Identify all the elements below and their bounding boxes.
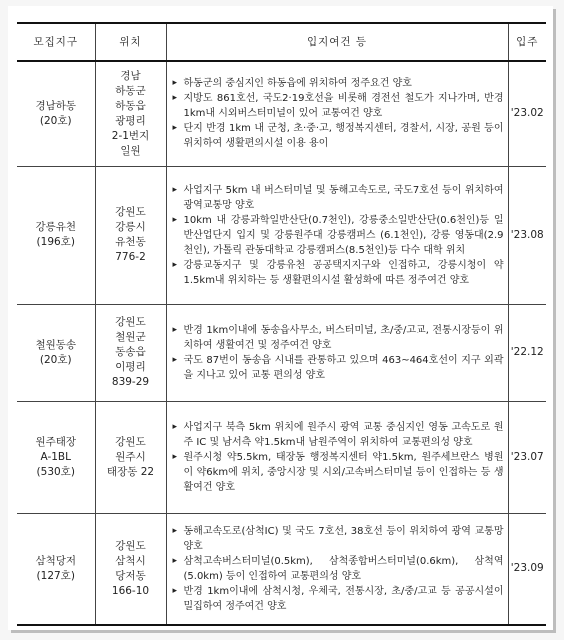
conditions-cell	[166, 304, 508, 401]
table-row	[17, 513, 546, 625]
condition-item: ▸ 삼척고속버스터미널(0.5km), 삼척종합버스터미널(0.6km), 삼척역(5.0km) 등이 인접하여 교통편의성 양호	[173, 554, 504, 584]
move-in-cell: '23.07	[508, 401, 546, 513]
condition-item: ▸ 단지 반경 1km 내 군청, 초·중·고, 행정복지센터, 경찰서, 시장, 공원 등이 위치하여 생활편의시설 이용 용이	[173, 121, 504, 151]
table-row	[17, 166, 546, 304]
document-page	[8, 6, 553, 630]
table-row	[17, 401, 546, 513]
header-conditions: 입지여건 등	[166, 23, 508, 61]
condition-item: ▸ 사업지구 5km 내 버스터미널 및 동해고속도로, 국도7호선 등이 위치하여 광역교통망 양호	[173, 183, 504, 213]
housing-district-table	[17, 22, 546, 626]
table-row	[17, 61, 546, 166]
district-cell: 원주태장 A-1BL (530호)	[17, 401, 95, 513]
conditions-cell	[166, 61, 508, 166]
move-in-cell: '22.12	[508, 304, 546, 401]
location-cell: 강원도 원주시 태장동 22	[95, 401, 166, 513]
header-district: 모집지구	[17, 23, 95, 61]
table-row	[17, 304, 546, 401]
condition-item: ▸ 지방도 861호선, 국도2·19호선을 비롯해 경전선 철도가 지나가며, 반경 1km내 시외버스터미널이 있어 교통여건 양호	[173, 91, 504, 121]
condition-item: ▸ 하동군의 중심지인 하동읍에 위치하여 정주요건 양호	[173, 76, 504, 91]
condition-item: ▸ 반경 1km이내에 삼척시청, 우체국, 전통시장, 초/중/고교 등 공공시설이 밀집하여 정주여건 양호	[173, 584, 504, 614]
move-in-cell: '23.02	[508, 61, 546, 166]
location-cell: 강원도 삼척시 당저동 166-10	[95, 513, 166, 625]
district-cell: 삼척당저 (127호)	[17, 513, 95, 625]
move-in-cell: '23.08	[508, 166, 546, 304]
header-location: 위치	[95, 23, 166, 61]
conditions-cell	[166, 513, 508, 625]
district-cell: 철원동송 (20호)	[17, 304, 95, 401]
condition-item: ▸ 원주시청 약5.5km, 태장동 행정복지센터 약1.5km, 원주세브란스 병원이 약6km에 위치, 중앙시장 및 시외/고속버스터미널 등이 인접하는 등 생활여건 양호	[173, 450, 504, 495]
condition-item: ▸ 강릉교동지구 및 강릉유천 공공택지지구와 인접하고, 강릉시청이 약 1.5km내 위치하는 등 생활편의시설 활성화에 따른 정주여건 양호	[173, 258, 504, 288]
conditions-cell	[166, 401, 508, 513]
header-move-in: 입주	[508, 23, 546, 61]
location-cell: 강원도 강릉시 유천동 776-2	[95, 166, 166, 304]
table-header-row	[17, 23, 546, 61]
condition-item: ▸ 사업지구 북측 5km 위치에 원주시 광역 교통 중심지인 영동 고속도로 원주 IC 및 남서측 약1.5km내 남원주역이 위치하여 교통편의성 양호	[173, 420, 504, 450]
condition-item: ▸ 동해고속도로(삼척IC) 및 국도 7호선, 38호선 등이 위치하여 광역 교통망 양호	[173, 524, 504, 554]
condition-item: ▸ 10km 내 강릉과학일반산단(0.7천인), 강릉중소일반산단(0.6천인)등 일반산업단지 입지 및 강릉원주대 강릉캠퍼스 (6.1천인), 강릉 영동대(2.9천인), 가톨릭 관동대학교 강릉캠퍼스(8.5천인)등 다수 대학 위치	[173, 213, 504, 258]
move-in-cell: '23.09	[508, 513, 546, 625]
location-cell: 경남 하동군 하동읍 광평리 2-1번지 일원	[95, 61, 166, 166]
district-cell: 경남하동 (20호)	[17, 61, 95, 166]
location-cell: 강원도 철원군 동송읍 이평리 839-29	[95, 304, 166, 401]
district-cell: 강릉유천 (196호)	[17, 166, 95, 304]
condition-item: ▸ 반경 1km이내에 동송읍사무소, 버스터미널, 초/중/고교, 전통시장등이 위치하여 생활여건 및 정주여건 양호	[173, 323, 504, 353]
conditions-cell	[166, 166, 508, 304]
condition-item: ▸ 국도 87번이 동송읍 시내를 관통하고 있으며 463~464호선이 지구 외곽을 지나고 있어 교통 편의성 양호	[173, 353, 504, 383]
